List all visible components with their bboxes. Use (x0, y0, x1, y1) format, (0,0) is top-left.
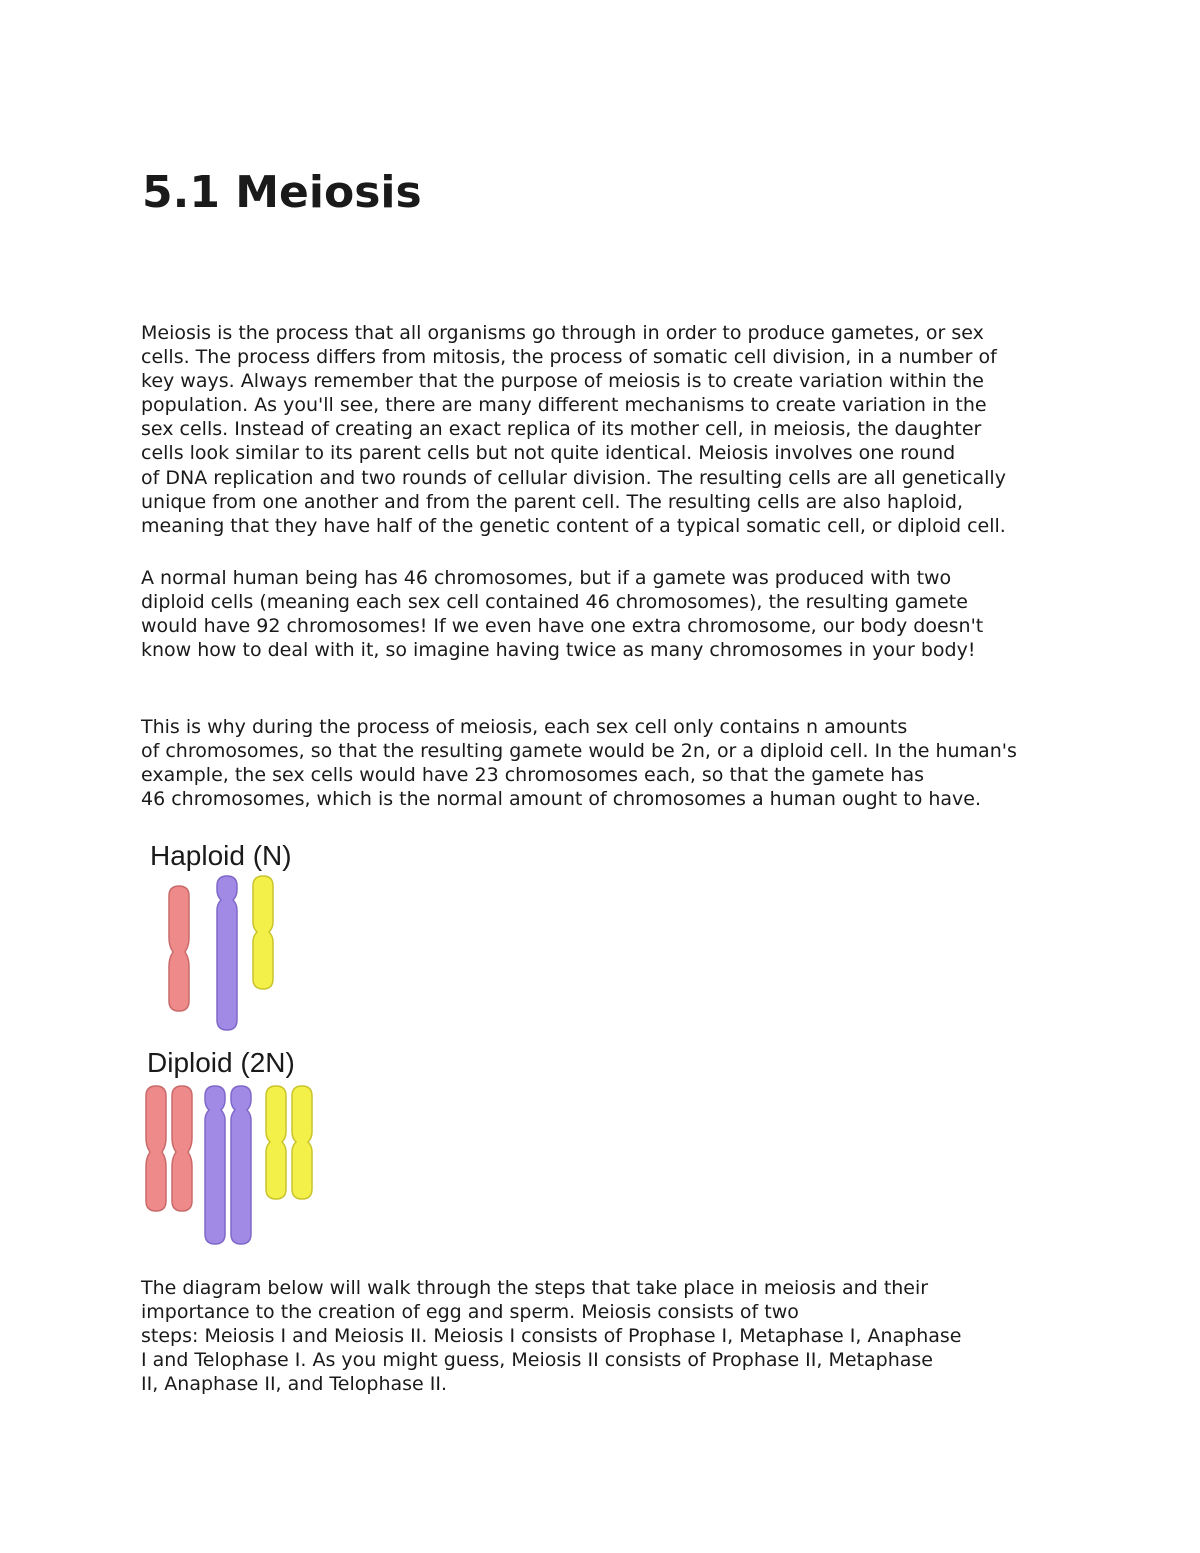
haploid-red-chromosome (169, 886, 189, 1011)
text-line: This is why during the process of meiosis, each sex cell only contains n amounts (141, 716, 908, 738)
haploid-diploid-figure (138, 836, 328, 1256)
paragraph-chromosome-count (141, 566, 1076, 662)
text-line: A normal human being has 46 chromosomes, but if a gamete was produced with two (141, 567, 952, 589)
page-title: 5.1 Meiosis (142, 167, 422, 218)
text-line: 46 chromosomes, which is the normal amount of chromosomes a human ought to have. (141, 788, 982, 811)
paragraph-haploid-explanation (141, 715, 1076, 811)
text-line: II, Anaphase II, and Telophase II. (141, 1373, 448, 1396)
text-line: of chromosomes, so that the resulting gamete would be 2n, or a diploid cell. In the human's (141, 740, 1017, 763)
text-line: importance to the creation of egg and sperm. Meiosis consists of two (141, 1301, 799, 1324)
diploid-yellow-chromosome-2 (292, 1086, 312, 1199)
diploid-red-chromosome-1 (146, 1086, 166, 1211)
diploid-purple-chromosome-2 (231, 1086, 251, 1244)
text-line: Meiosis is the process that all organisms go through in order to produce gametes, or sex (141, 322, 984, 344)
text-line: diploid cells (meaning each sex cell contained 46 chromosomes), the resulting gamete (141, 591, 968, 614)
haploid-yellow-chromosome (253, 876, 273, 989)
haploid-purple-chromosome (217, 876, 237, 1030)
paragraph-diagram-intro (141, 1276, 1076, 1396)
text-line: steps: Meiosis I and Meiosis II. Meiosis I consists of Prophase I, Metaphase I, Anaphase (141, 1325, 962, 1348)
text-line: sex cells. Instead of creating an exact replica of its mother cell, in meiosis, the daughter (141, 418, 982, 441)
diploid-yellow-chromosome-1 (266, 1086, 286, 1199)
diploid-label: Diploid (2N) (147, 1047, 295, 1078)
text-line: meaning that they have half of the genetic content of a typical somatic cell, or diploid cell. (141, 514, 1006, 537)
text-line: example, the sex cells would have 23 chromosomes each, so that the gamete has (141, 764, 924, 787)
text-line: of DNA replication and two rounds of cellular division. The resulting cells are all genetically (141, 466, 1006, 489)
text-line: population. As you'll see, there are many different mechanisms to create variation in the (141, 394, 987, 417)
text-line: I and Telophase I. As you might guess, Meiosis II consists of Prophase II, Metaphase (141, 1349, 933, 1372)
text-line: cells look similar to its parent cells but not quite identical. Meiosis involves one round (141, 442, 956, 465)
text-line: unique from one another and from the parent cell. The resulting cells are also haploid, (141, 490, 964, 513)
diploid-red-chromosome-2 (172, 1086, 192, 1211)
haploid-label: Haploid (N) (150, 840, 292, 871)
text-line: cells. The process differs from mitosis, the process of somatic cell division, in a number of (141, 346, 997, 369)
text-line: would have 92 chromosomes! If we even have one extra chromosome, our body doesn't (141, 615, 984, 638)
diploid-purple-chromosome-1 (205, 1086, 225, 1244)
chromosome-diagram (138, 836, 328, 1256)
text-line: key ways. Always remember that the purpose of meiosis is to create variation within the (141, 370, 984, 393)
paragraph-intro (141, 321, 1076, 538)
text-line: know how to deal with it, so imagine having twice as many chromosomes in your body! (141, 639, 976, 662)
text-line: The diagram below will walk through the steps that take place in meiosis and their (141, 1277, 929, 1299)
